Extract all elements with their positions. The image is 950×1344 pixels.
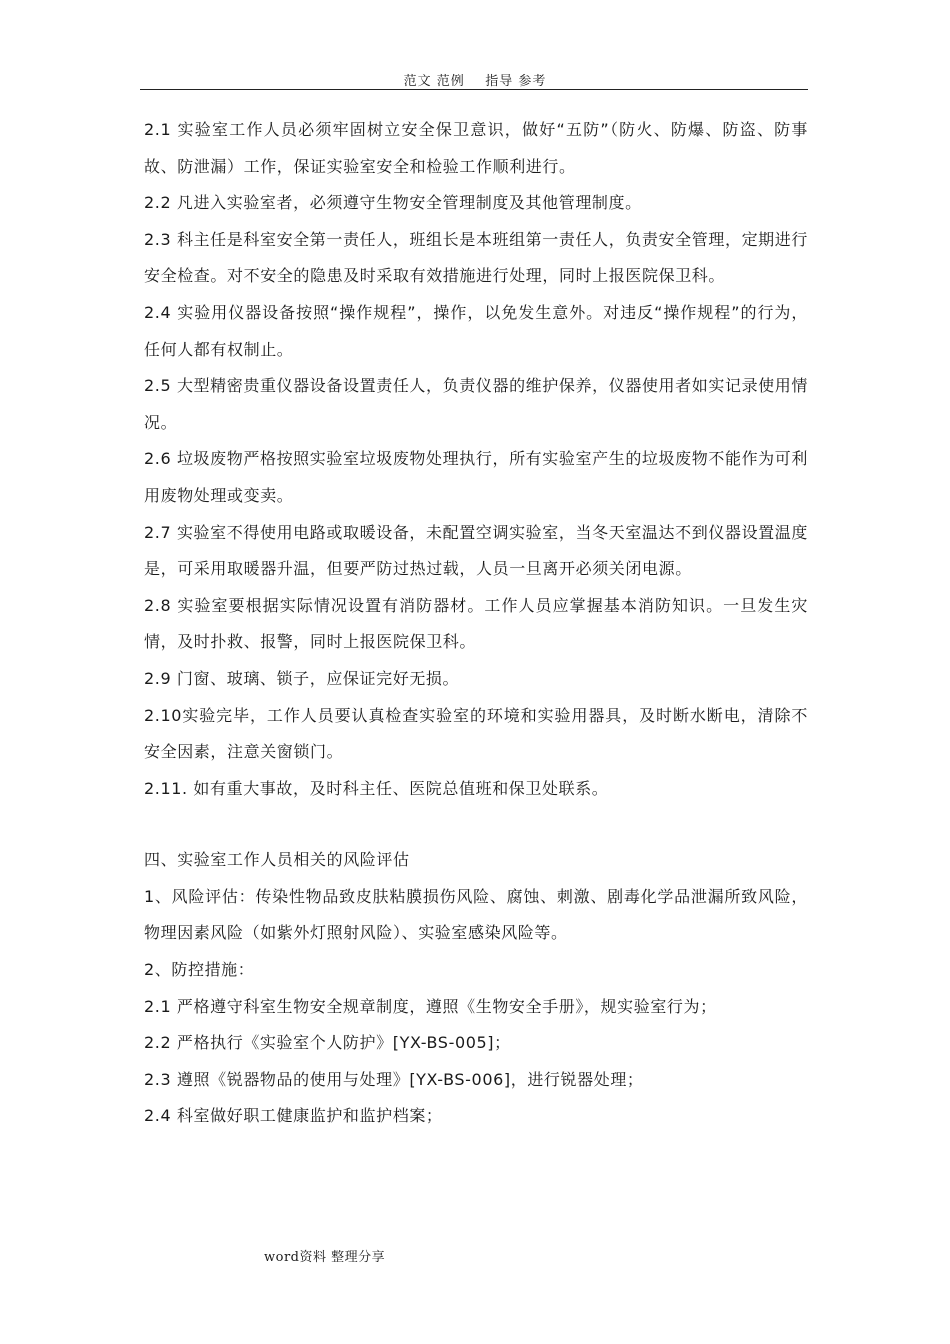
- clause-2-6: 2.6 垃圾废物严格按照实验室垃圾废物处理执行，所有实验室产生的垃圾废物不能作为可利用废物处理或变卖。: [144, 449, 808, 505]
- clause-2-3: 2.3 科主任是科室安全第一责任人，班组长是本班组第一责任人，负责安全管理，定期进行安全检查。对不安全的隐患及时采取有效措施进行处理，同时上报医院保卫科。: [144, 229, 808, 286]
- document-body: [144, 112, 808, 1135]
- clause-2-7: 2.7 实验室不得使用电路或取暖设备，未配置空调实验室，当冬天室温达不到仪器设置温度是，可采用取暖器升温，但要严防过热过载，人员一旦离开必须关闭电源。: [144, 522, 808, 579]
- clause-2-8: 2.8 实验室要根据实际情况设置有消防器材。工作人员应掌握基本消防知识。一旦发生灾情，及时扑救、报警，同时上报医院保卫科。: [144, 595, 808, 652]
- measure-2-3: 2.3 遵照《锐器物品的使用与处理》[YX-BS-006]，进行锐器处理；: [144, 1069, 644, 1089]
- risk-assessment-paragraph: 1、风险评估：传染性物品致皮肤粘膜损伤风险、腐蚀、刺激、剧毒化学品泄漏所致风险，物理因素风险（如紫外灯照射风险）、实验室感染风险等。: [144, 886, 808, 943]
- clause-2-11: 2.11. 如有重大事故，及时科主任、医院总值班和保卫处联系。: [144, 778, 609, 798]
- section-spacer: [144, 807, 808, 842]
- measure-2-1: 2.1 严格遵守科室生物安全规章制度，遵照《生物安全手册》，规实验室行为；: [144, 996, 717, 1016]
- header-divider: [140, 89, 808, 90]
- section-four-heading: 四、实验室工作人员相关的风险评估: [144, 850, 410, 870]
- clause-2-9: 2.9 门窗、玻璃、锁子，应保证完好无损。: [144, 668, 460, 688]
- control-measures-heading: 2、防控措施：: [144, 960, 255, 980]
- page-footer: word资料 整理分享: [264, 1250, 386, 1265]
- clause-2-5: 2.5 大型精密贵重仪器设备设置责任人，负责仪器的维护保养，仪器使用者如实记录使用情况。: [144, 376, 808, 432]
- header-text: 范文 范例 指导 参考: [403, 74, 547, 89]
- clause-2-10: 2.10实验完毕，工作人员要认真检查实验室的环境和实验用器具，及时断水断电，清除不安全因素，注意关窗锁门。: [144, 705, 808, 762]
- measure-2-2: 2.2 严格执行《实验室个人防护》[YX-BS-005]；: [144, 1033, 511, 1053]
- clause-2-1: 2.1 实验室工作人员必须牢固树立安全保卫意识，做好“五防”（防火、防爆、防盗、防事故、防泄漏）工作，保证实验室安全和检验工作顺利进行。: [144, 120, 808, 176]
- clause-2-2: 2.2 凡进入实验室者，必须遵守生物安全管理制度及其他管理制度。: [144, 193, 642, 213]
- clause-2-4: 2.4 实验用仪器设备按照“操作规程”，操作，以免发生意外。对违反“操作规程”的行为，任何人都有权制止。: [144, 302, 808, 359]
- measure-2-4: 2.4 科室做好职工健康监护和监护档案；: [144, 1106, 443, 1126]
